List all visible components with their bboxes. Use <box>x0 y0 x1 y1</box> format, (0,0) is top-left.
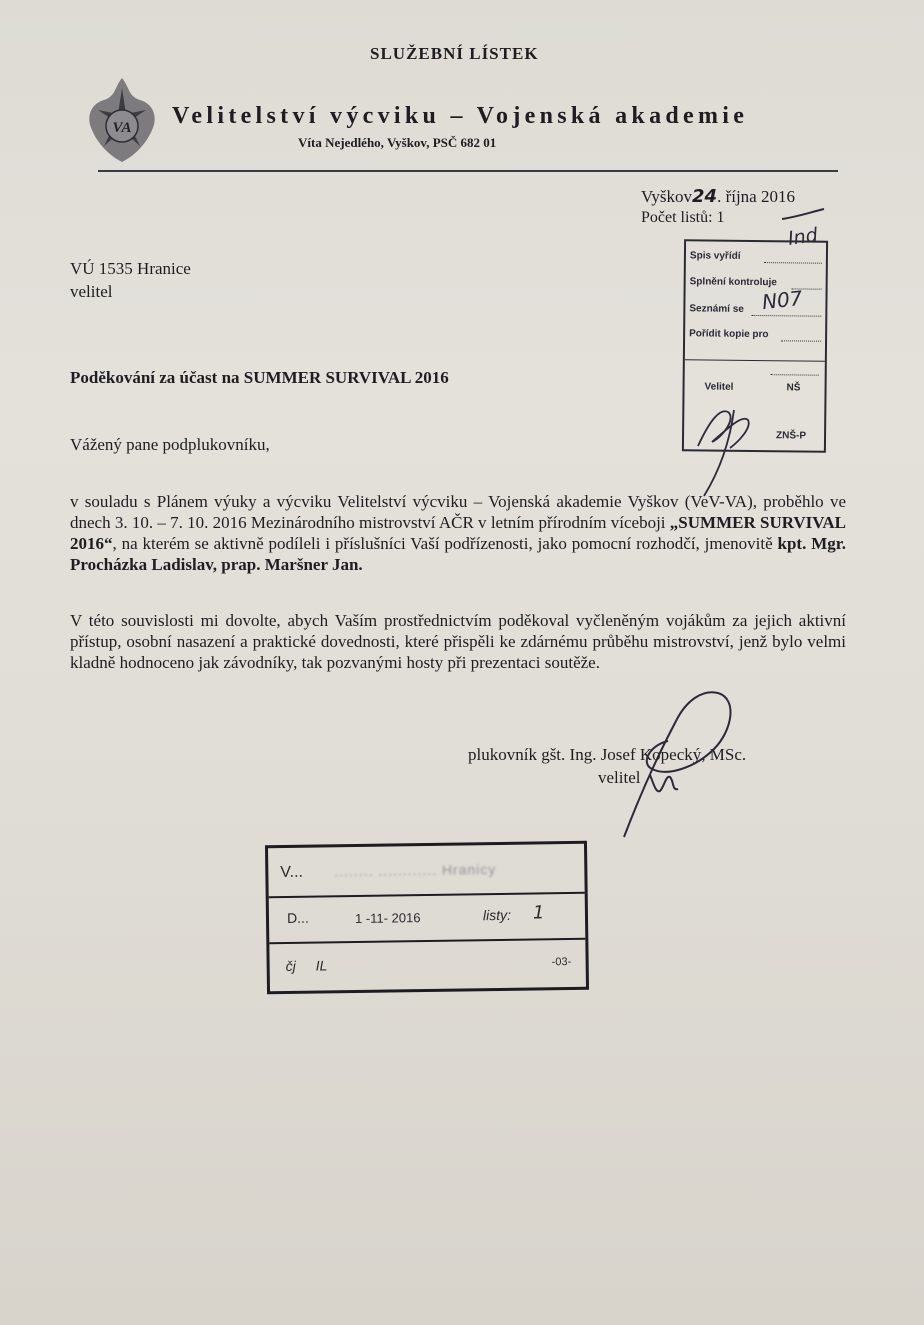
receipt-place-label: V... <box>280 863 304 882</box>
signatory-role: velitel <box>598 768 641 787</box>
receipt-place-value: ........ ............ Hranicy <box>334 861 497 880</box>
receipt-divider-1 <box>269 892 585 898</box>
recipient-block <box>70 257 191 303</box>
organization-address: Víta Nejedlého, Vyškov, PSČ 682 01 <box>298 135 497 150</box>
routing-row-control <box>690 276 824 288</box>
logo-monogram: VA <box>112 120 132 136</box>
date-tick-mark <box>780 205 830 225</box>
para1-text: v souladu s Plánem výuky a výcviku Velitelství výcviku – Vojenská akademie Vyškov (VeV-VA), proběhlo ve dnech 3. 10. – 7. 10. 2016 Mezinárodního mistrovství AČR v letním přírodním víceboji <box>70 492 846 532</box>
routing-acquaint-handwriting: N07 <box>760 285 804 315</box>
recipient-unit: VÚ 1535 Hranice <box>70 259 191 278</box>
routing-divider <box>685 359 825 361</box>
routing-handler-label: Spis vyřídí <box>689 250 741 262</box>
routing-copies-label: Pořídit kopie pro <box>689 328 769 341</box>
receipt-date-label: D... <box>286 909 309 926</box>
page-count: Počet listů: 1 <box>641 209 725 226</box>
routing-acquaint-label: Seznámí se <box>689 303 744 315</box>
receipt-stamp <box>265 841 589 994</box>
routing-control-label: Splnění kontroluje <box>689 276 777 289</box>
handwritten-signature <box>610 665 750 845</box>
header-divider <box>98 170 838 172</box>
organization-name: Velitelství výcviku – Vojenská akademie <box>172 103 749 129</box>
signatory-name: plukovník gšt. Ing. Josef Kopecký, MSc. <box>468 745 747 764</box>
event-name: „SUMMER SURVIVAL 2016“ <box>70 513 846 553</box>
receipt-code: -03- <box>551 955 572 969</box>
routing-dots-4 <box>781 340 821 341</box>
receipt-sheets-value: 1 <box>532 902 545 924</box>
soldier-names: kpt. Mgr. Procházka Ladislav, prap. Maršner Jan. <box>70 534 846 574</box>
date-suffix: . října 2016 <box>717 187 795 206</box>
salutation: Vážený pane podplukovníku, <box>70 435 270 454</box>
academy-emblem-logo <box>82 74 162 164</box>
routing-deputy-label: ZNŠ-P <box>776 430 807 442</box>
receipt-ref-handwriting: IL <box>315 957 328 974</box>
body-paragraph-2: V této souvislosti mi dovolte, abych Vaším prostřednictvím poděkoval vyčleněným vojákům za jejich aktivní přístup, osobní nasazení a praktické dovednosti, které přispěli ke zdárnému průběhu mistrovství, jenž bylo velmi kladně hodnoceno jak závodníky, tak pozvanými hosty při prezentaci soutěže. <box>70 611 846 672</box>
receipt-sheets-label: listy: <box>482 906 512 924</box>
routing-chief-label: NŠ <box>786 382 801 394</box>
document-type-heading: SLUŽEBNÍ LÍSTEK <box>370 44 539 63</box>
receipt-date: 1 -11- 2016 <box>354 910 421 927</box>
routing-dots-3 <box>751 315 821 317</box>
body-paragraph-1 <box>70 491 846 575</box>
letter-subject: Poděkování za účast na SUMMER SURVIVAL 2016 <box>70 368 449 387</box>
recipient-role: velitel <box>70 282 113 301</box>
routing-commander-label: Velitel <box>704 381 734 393</box>
date-handwritten: 24 <box>692 186 718 207</box>
date-prefix: Vyškov <box>641 187 693 206</box>
receipt-divider-2 <box>269 938 585 944</box>
routing-row-handler <box>690 250 824 262</box>
routing-initials-scribble <box>690 390 770 500</box>
date-line <box>641 186 795 207</box>
routing-dots-1 <box>764 262 822 264</box>
routing-handler-handwriting: Ind <box>786 224 820 250</box>
routing-row-copies <box>689 328 823 340</box>
receipt-ref-label: čj <box>285 957 296 974</box>
para1-text-2: , na kterém se aktivně podíleli i příslušníci Vaší podřízenosti, jako pomocní rozhodčí, jmenovitě <box>112 534 778 553</box>
routing-dots-5 <box>771 374 819 376</box>
